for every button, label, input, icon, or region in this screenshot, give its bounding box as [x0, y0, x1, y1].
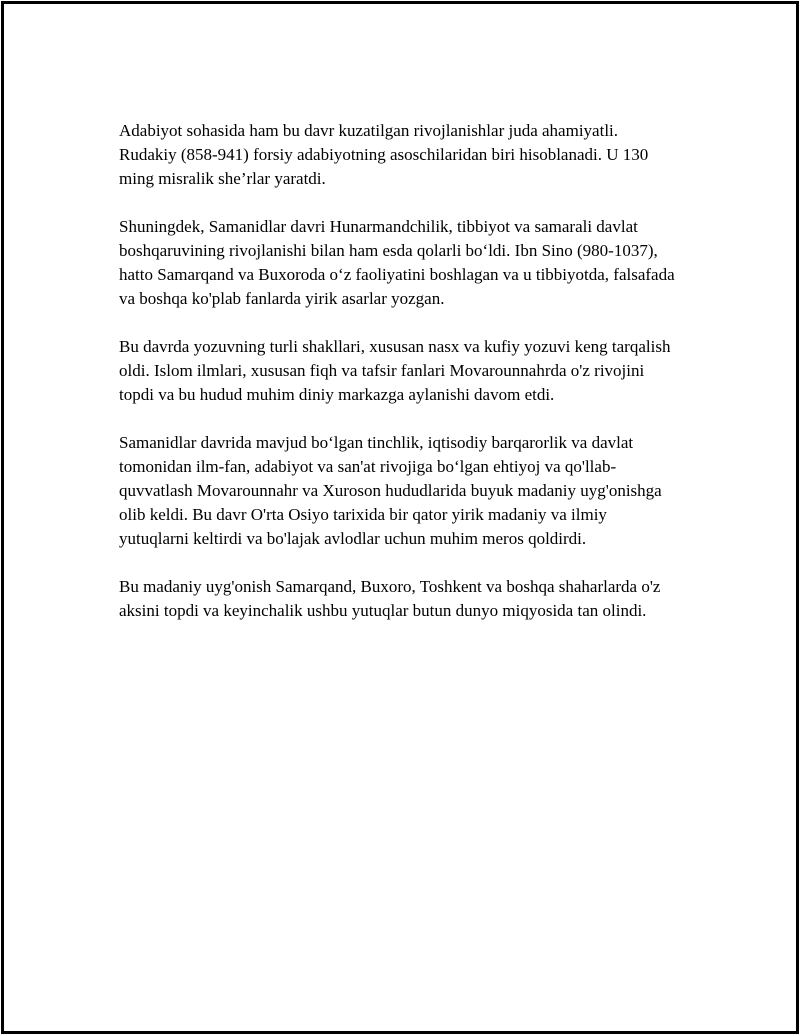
paragraph-1: Adabiyot sohasida ham bu davr kuzatilgan rivojlanishlar juda ahamiyatli. Rudakiy (858-941) forsiy adabiyotning asoschilaridan biri hisoblanadi. U 130 ming misralik she’rlar yaratdi. [119, 121, 649, 188]
document-page [1, 1, 799, 1034]
paragraph-2: Shuningdek, Samanidlar davri Hunarmandchilik, tibbiyot va samarali davlat boshqaruvining rivojlanishi bilan ham esda qolarli bo‘ldi. Ibn Sino (980-1037), hatto Samarqand va Buxoroda o‘z faoliyatini boshlagan va u tibbiyotda, falsafada va boshqa ko'plab fanlarda yirik asarlar yozgan. [119, 217, 675, 308]
paragraph-3: Bu davrda yozuvning turli shakllari, xususan nasx va kufiy yozuvi keng tarqalish oldi. Islom ilmlari, xususan fiqh va tafsir fanlari Movarounnahrda o'z rivojini topdi va bu hudud muhim diniy markazga aylanishi davom etdi. [119, 337, 671, 404]
document-body [119, 119, 679, 647]
paragraph-4: Samanidlar davrida mavjud bo‘lgan tinchlik, iqtisodiy barqarorlik va davlat tomonidan ilm-fan, adabiyot va san'at rivojiga bo‘lgan ehtiyoj va qo'llab-quvvatlash Movarounnahr va Xuroson hududlarida buyuk madaniy uyg'onishga olib keldi. Bu davr O'rta Osiyo tarixida bir qator yirik madaniy va ilmiy yutuqlarni keltirdi va bo'lajak avlodlar uchun muhim meros qoldirdi. [119, 433, 662, 548]
paragraph-5: Bu madaniy uyg'onish Samarqand, Buxoro, Toshkent va boshqa shaharlarda o'z aksini topdi va keyinchalik ushbu yutuqlar butun dunyo miqyosida tan olindi. [119, 577, 661, 620]
